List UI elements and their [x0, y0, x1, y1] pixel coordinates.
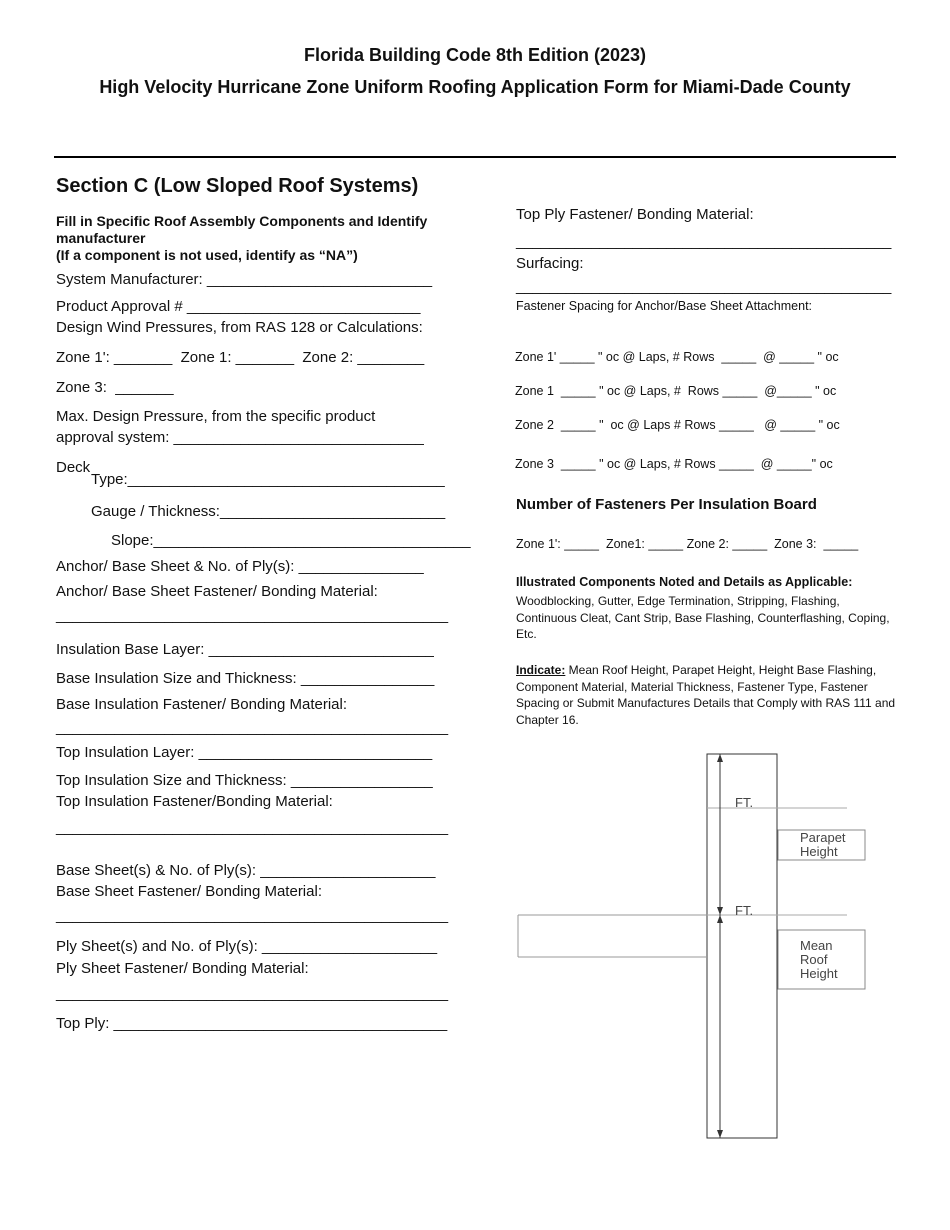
zone-pressures-fields[interactable]: Zone 1': _______ Zone 1: _______ Zone 2: ________	[56, 349, 425, 366]
instructions-line-1: Fill in Specific Roof Assembly Components and Identify	[56, 213, 428, 229]
ply-sheet-fastener-label: Ply Sheet Fastener/ Bonding Material:	[56, 960, 309, 977]
base-sheet-fastener-label: Base Sheet Fastener/ Bonding Material:	[56, 883, 322, 900]
illustrated-components-text: Woodblocking, Gutter, Edge Termination, Stripping, Flashing, Continuous Cleat, Cant Strip, Base Flashing, Counterflashing, Coping, Etc.	[516, 594, 890, 641]
insulation-base-layer-field[interactable]: Insulation Base Layer: ___________________________	[56, 641, 434, 658]
dimension-arrow-bottom	[717, 1130, 723, 1138]
parapet-wall	[707, 754, 777, 1138]
anchor-fastener-label: Anchor/ Base Sheet Fastener/ Bonding Material:	[56, 583, 378, 600]
base-insulation-size-field[interactable]: Base Insulation Size and Thickness: ________________	[56, 670, 435, 687]
mean-label-line-2: Roof	[800, 952, 828, 967]
mean-label-line-1: Mean	[800, 938, 833, 953]
zone-3-spacing-field[interactable]: Zone 3 _____ " oc @ Laps, # Rows _____ @ _____" oc	[515, 457, 833, 471]
deck-label: Deck	[56, 459, 91, 476]
instructions-line-3: (If a component is not used, identify as “NA”)	[56, 247, 358, 263]
anchor-fastener-blank[interactable]: _______________________________________________	[56, 607, 449, 624]
surfacing-label: Surfacing:	[516, 255, 584, 272]
slope-field[interactable]: Slope:______________________________________	[111, 532, 471, 549]
form-subtitle: High Velocity Hurricane Zone Uniform Roofing Application Form for Miami-Dade County	[99, 77, 851, 97]
zone-3-pressure-field[interactable]: Zone 3: _______	[56, 379, 174, 396]
base-sheets-field[interactable]: Base Sheet(s) & No. of Ply(s): _____________________	[56, 862, 436, 879]
gauge-thickness-field[interactable]: Gauge / Thickness:___________________________	[91, 503, 446, 520]
parapet-label-line-1: Parapet	[800, 830, 846, 845]
base-insulation-fastener-label: Base Insulation Fastener/ Bonding Material:	[56, 696, 347, 713]
dimension-arrow-mid-up	[717, 907, 723, 915]
ft-label-top: FT.	[735, 795, 754, 810]
zone-1-spacing-field[interactable]: Zone 1 _____ " oc @ Laps, # Rows _____ @_____ " oc	[515, 384, 837, 398]
section-title: Section C (Low Sloped Roof Systems)	[56, 175, 419, 197]
anchor-base-sheet-field[interactable]: Anchor/ Base Sheet & No. of Ply(s): _______________	[56, 558, 424, 575]
mean-label-line-3: Height	[800, 966, 838, 981]
surfacing-blank[interactable]: _____________________________________________	[516, 278, 892, 295]
fastener-spacing-label: Fastener Spacing for Anchor/Base Sheet Attachment:	[516, 299, 813, 313]
dimension-arrow-top	[717, 754, 723, 762]
fasteners-per-board-fields[interactable]: Zone 1': _____ Zone1: _____ Zone 2: _____ Zone 3: _____	[516, 537, 859, 551]
max-design-pressure-label: Max. Design Pressure, from the specific product	[56, 408, 376, 425]
top-ply-fastener-blank[interactable]: _____________________________________________	[516, 233, 892, 250]
dimension-arrow-mid-down	[717, 915, 723, 923]
top-ply-field[interactable]: Top Ply: ________________________________________	[56, 1015, 448, 1032]
ply-sheet-fastener-blank[interactable]: _______________________________________________	[56, 985, 449, 1002]
parapet-label-line-2: Height	[800, 844, 838, 859]
product-approval-field[interactable]: Product Approval # ____________________________	[56, 298, 421, 315]
ft-label-mid: FT.	[735, 903, 754, 918]
top-insulation-fastener-label: Top Insulation Fastener/Bonding Material:	[56, 793, 333, 810]
top-insulation-layer-field[interactable]: Top Insulation Layer: ____________________________	[56, 744, 433, 761]
ply-sheets-field[interactable]: Ply Sheet(s) and No. of Ply(s): _____________________	[56, 938, 438, 955]
form-title: Florida Building Code 8th Edition (2023)	[303, 45, 646, 65]
top-ply-fastener-label: Top Ply Fastener/ Bonding Material:	[516, 206, 754, 223]
top-insulation-size-field[interactable]: Top Insulation Size and Thickness: _________________	[56, 772, 433, 789]
top-insulation-fastener-blank[interactable]: _______________________________________________	[56, 819, 449, 836]
instructions-line-2: manufacturer	[56, 230, 146, 246]
indicate-label: Indicate:	[516, 663, 566, 677]
base-sheet-fastener-blank[interactable]: _______________________________________________	[56, 907, 449, 924]
design-wind-pressures-label: Design Wind Pressures, from RAS 128 or Calculations:	[56, 319, 423, 336]
approval-system-field[interactable]: approval system: ______________________________	[56, 429, 424, 446]
deck-type-field[interactable]: Type:______________________________________	[91, 471, 445, 488]
fasteners-per-board-heading: Number of Fasteners Per Insulation Board	[516, 496, 817, 513]
zone-1-prime-spacing-field[interactable]: Zone 1' _____ " oc @ Laps, # Rows _____ @ _____ " oc	[515, 350, 839, 364]
indicate-text: Mean Roof Height, Parapet Height, Height Base Flashing, Component Material, Material Thickness, Fastener Type, Fastener Spacing or Submit Manufactures Details that Comply with RAS 111 and Chapter 16.	[516, 663, 896, 727]
base-insulation-fastener-blank[interactable]: _______________________________________________	[56, 719, 449, 736]
system-manufacturer-field[interactable]: System Manufacturer: ___________________________	[56, 271, 433, 288]
zone-2-spacing-field[interactable]: Zone 2 _____ " oc @ Laps # Rows _____ @ _____ " oc	[515, 418, 840, 432]
illustrated-components-heading: Illustrated Components Noted and Details as Applicable:	[516, 575, 853, 589]
